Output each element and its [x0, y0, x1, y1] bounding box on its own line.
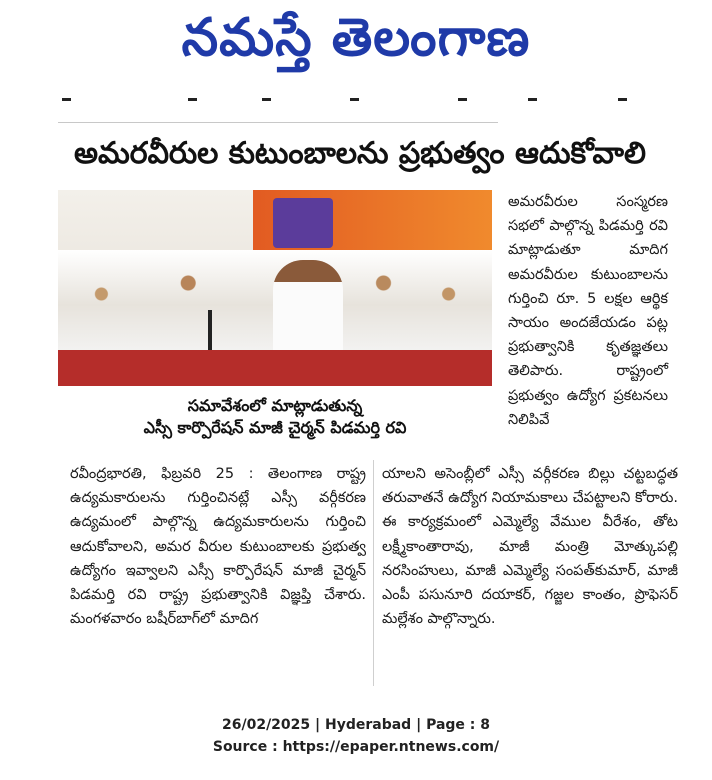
- article-column-right-top: అమరవీరుల సంస్మరణ సభలో పాల్గొన్న పిడమర్తి రవి మాట్లాడుతూ మాదిగ అమరవీరుల కుటుంబాలను గుర్తించి రూ. 5 లక్షల ఆర్థిక సాయం అందజేయడం పట్ల ప్రభుత్వానికి కృతజ్ఞతలు తెలిపారు. రాష్ట్రంలో ప్రభుత్వం ఉద్యోగ ప్రకటనలు నిలిపివే: [508, 194, 668, 428]
- caption-line-1: సమావేశంలో మాట్లాడుతున్న: [187, 396, 363, 415]
- caption-line-2: ఎస్సీ కార్పొరేషన్ మాజీ చైర్మన్ పిడమర్తి రవి: [143, 418, 407, 437]
- article-column-mid: యాలని అసెంబ్లీలో ఎస్సీ వర్గీకరణ బిల్లు చట్టబద్ధత తరువాతనే ఉద్యోగ నియామకాలు చేపట్టాలని కోరారు. ఈ కార్యక్రమంలో ఎమ్మెల్యే వేముల వీరేశం, తోట లక్ష్మీకాంతారావు, మాజీ మంత్రి మోత్కుపల్లి నరసింహులు, మాజీ ఎమ్మెల్యే సంపత్‌కుమార్, మాజీ ఎంపీ పసునూరి దయాకర్, గజ్జల కాంతం, ప్రొఫెసర్ మల్లేశం పాల్గొన్నారు.: [382, 466, 678, 628]
- column-divider: [373, 460, 374, 686]
- masthead: [0, 0, 712, 80]
- footer-source: Source : https://epaper.ntnews.com/: [212, 739, 500, 755]
- article-column-left: రవీంద్రభారతి, ఫిబ్రవరి 25 : తెలంగాణ రాష్ట్ర ఉద్యమకారులను గుర్తించినట్లే ఎస్సీ వర్గీకరణ ఉద్యమంలో పాల్గొన్న ఉద్యమకారులను గుర్తించి ఆదుకోవాలని, అమర వీరుల కుటుంబాలకు ప్రభుత్వ ఉద్యోగం ఇవ్వాలని ఎస్సీ కార్పొరేషన్ మాజీ చైర్మన్ పిడమర్తి రవి రాష్ట్ర ప్రభుత్వానికి విజ్ఞప్తి చేశారు. మంగళవారం బషీర్‌బాగ్‌లో మాదిగ: [70, 466, 366, 628]
- footer-date-edition: 26/02/2025 | Hyderabad | Page : 8: [221, 717, 491, 733]
- newspaper-logo: నమస్తే తెలంగాణ: [181, 8, 531, 68]
- photo-caption: [58, 395, 492, 439]
- page-footer: [0, 714, 712, 758]
- photo-table: [58, 350, 492, 386]
- masthead-tick-marks: [0, 98, 712, 106]
- article-headline: అమరవీరుల కుటుంబాలను ప్రభుత్వం ఆదుకోవాలి: [74, 136, 646, 171]
- divider: [58, 122, 498, 123]
- news-photo: [58, 190, 492, 386]
